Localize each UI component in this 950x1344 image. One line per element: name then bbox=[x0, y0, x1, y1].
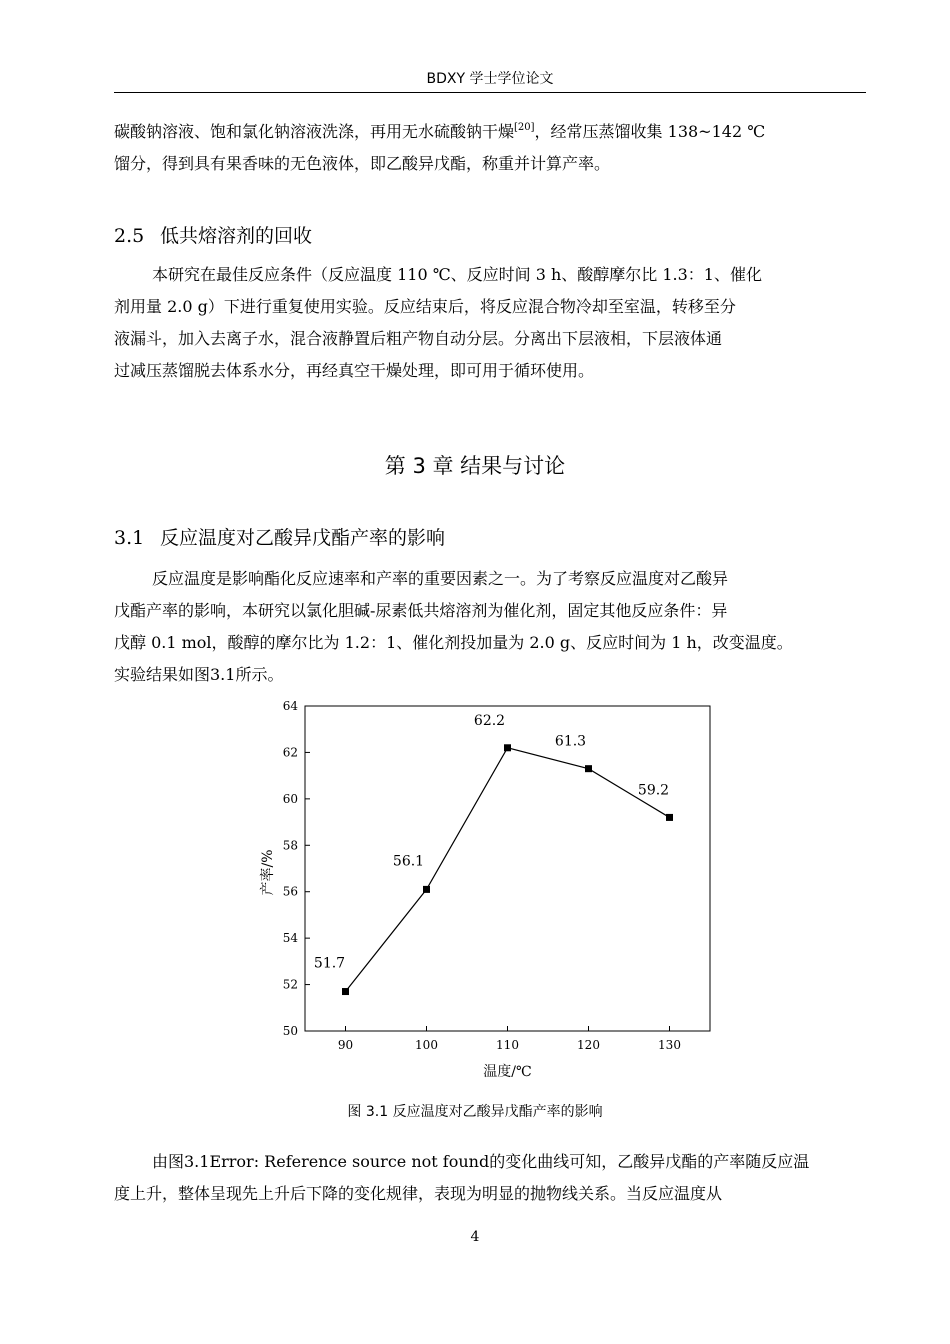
p3-line-1: 反应温度是影响酯化反应速率和产率的重要因素之一。为了考察反应温度对乙酸异 bbox=[152, 569, 729, 588]
header-rule bbox=[114, 92, 866, 93]
page-number: 4 bbox=[470, 1229, 480, 1245]
citation-20: [20] bbox=[514, 122, 535, 133]
paragraph-1 bbox=[114, 116, 866, 180]
chapter-title: 第 3 章 结果与讨论 bbox=[384, 454, 566, 478]
section-heading-3-1 bbox=[114, 523, 445, 550]
p3-line-4: 实验结果如图3.1所示。 bbox=[114, 665, 284, 684]
y-tick-label: 56 bbox=[282, 884, 298, 899]
x-tick-label: 130 bbox=[658, 1038, 681, 1052]
x-tick-label: 120 bbox=[577, 1038, 600, 1052]
x-tick-label: 100 bbox=[415, 1038, 438, 1052]
y-tick-label: 60 bbox=[282, 791, 298, 806]
data-label: 51.7 bbox=[313, 955, 346, 972]
x-tick-label: 90 bbox=[337, 1038, 354, 1052]
paragraph-4 bbox=[114, 1146, 866, 1210]
y-tick-label: 58 bbox=[282, 838, 298, 853]
y-tick-label: 54 bbox=[282, 931, 298, 946]
y-axis-title: 产率/% bbox=[260, 849, 276, 896]
section-number: 2.5 bbox=[114, 225, 145, 247]
p1-line1-a: 碳酸钠溶液、饱和氯化钠溶液洗涤，再用无水硫酸钠干燥 bbox=[114, 122, 515, 141]
y-tick-label: 50 bbox=[282, 1024, 298, 1038]
p3-line-3: 戊醇 0.1 mol，酸醇的摩尔比为 1.2：1、催化剂投加量为 2.0 g、反应时间为 1 h，改变温度。 bbox=[114, 633, 793, 652]
paragraph-2 bbox=[114, 259, 866, 387]
y-tick-label: 62 bbox=[282, 745, 298, 760]
data-label: 59.2 bbox=[637, 782, 670, 799]
y-tick-label: 52 bbox=[282, 977, 298, 992]
data-point bbox=[423, 886, 430, 893]
data-point bbox=[342, 988, 349, 995]
p2-line-4: 过减压蒸馏脱去体系水分，再经真空干燥处理，即可用于循环使用。 bbox=[114, 361, 595, 380]
plot-frame bbox=[305, 706, 710, 1031]
p1-line1-b: ，经常压蒸馏收集 138~142 ℃ bbox=[534, 122, 766, 141]
page-header: BDXY 学士学位论文 bbox=[426, 71, 554, 87]
data-label: 56.1 bbox=[392, 853, 425, 870]
p3-line-2: 戊酯产率的影响，本研究以氯化胆碱-尿素低共熔溶剂为催化剂，固定其他反应条件：异 bbox=[114, 601, 728, 620]
section-number: 3.1 bbox=[114, 527, 145, 549]
series-line bbox=[346, 748, 670, 992]
p4-line-1: 由图3.1Error: Reference source not found的变化曲线可知，乙酸异戊酯的产率随反应温 bbox=[152, 1152, 810, 1171]
p4-line-2: 度上升，整体呈现先上升后下降的变化规律，表现为明显的抛物线关系。当反应温度从 bbox=[114, 1184, 723, 1203]
paragraph-3 bbox=[114, 563, 866, 691]
data-label: 62.2 bbox=[473, 712, 506, 729]
x-axis-title: 温度/℃ bbox=[483, 1064, 532, 1080]
section-title: 反应温度对乙酸异戊酯产率的影响 bbox=[160, 527, 446, 549]
data-point bbox=[666, 814, 673, 821]
section-title: 低共熔溶剂的回收 bbox=[160, 225, 313, 247]
x-tick-label: 110 bbox=[496, 1038, 519, 1052]
y-tick-label: 64 bbox=[282, 699, 298, 713]
p2-line-1: 本研究在最佳反应条件（反应温度 110 ℃、反应时间 3 h、酸醇摩尔比 1.3：1、催化 bbox=[152, 265, 762, 284]
p2-line-2: 剂用量 2.0 g）下进行重复使用实验。反应结束后，将反应混合物冷却至室温，转移至分 bbox=[114, 297, 736, 316]
data-point bbox=[504, 744, 511, 751]
yield-temperature-chart bbox=[250, 695, 730, 1085]
figure-caption: 图 3.1 反应温度对乙酸异戊酯产率的影响 bbox=[347, 1104, 603, 1120]
data-label: 61.3 bbox=[554, 733, 587, 750]
data-point bbox=[585, 765, 592, 772]
p1-line2: 馏分，得到具有果香味的无色液体，即乙酸异戊酯，称重并计算产率。 bbox=[114, 154, 611, 173]
section-heading-2-5 bbox=[114, 221, 312, 248]
p2-line-3: 液漏斗，加入去离子水，混合液静置后粗产物自动分层。分离出下层液相，下层液体通 bbox=[114, 329, 723, 348]
